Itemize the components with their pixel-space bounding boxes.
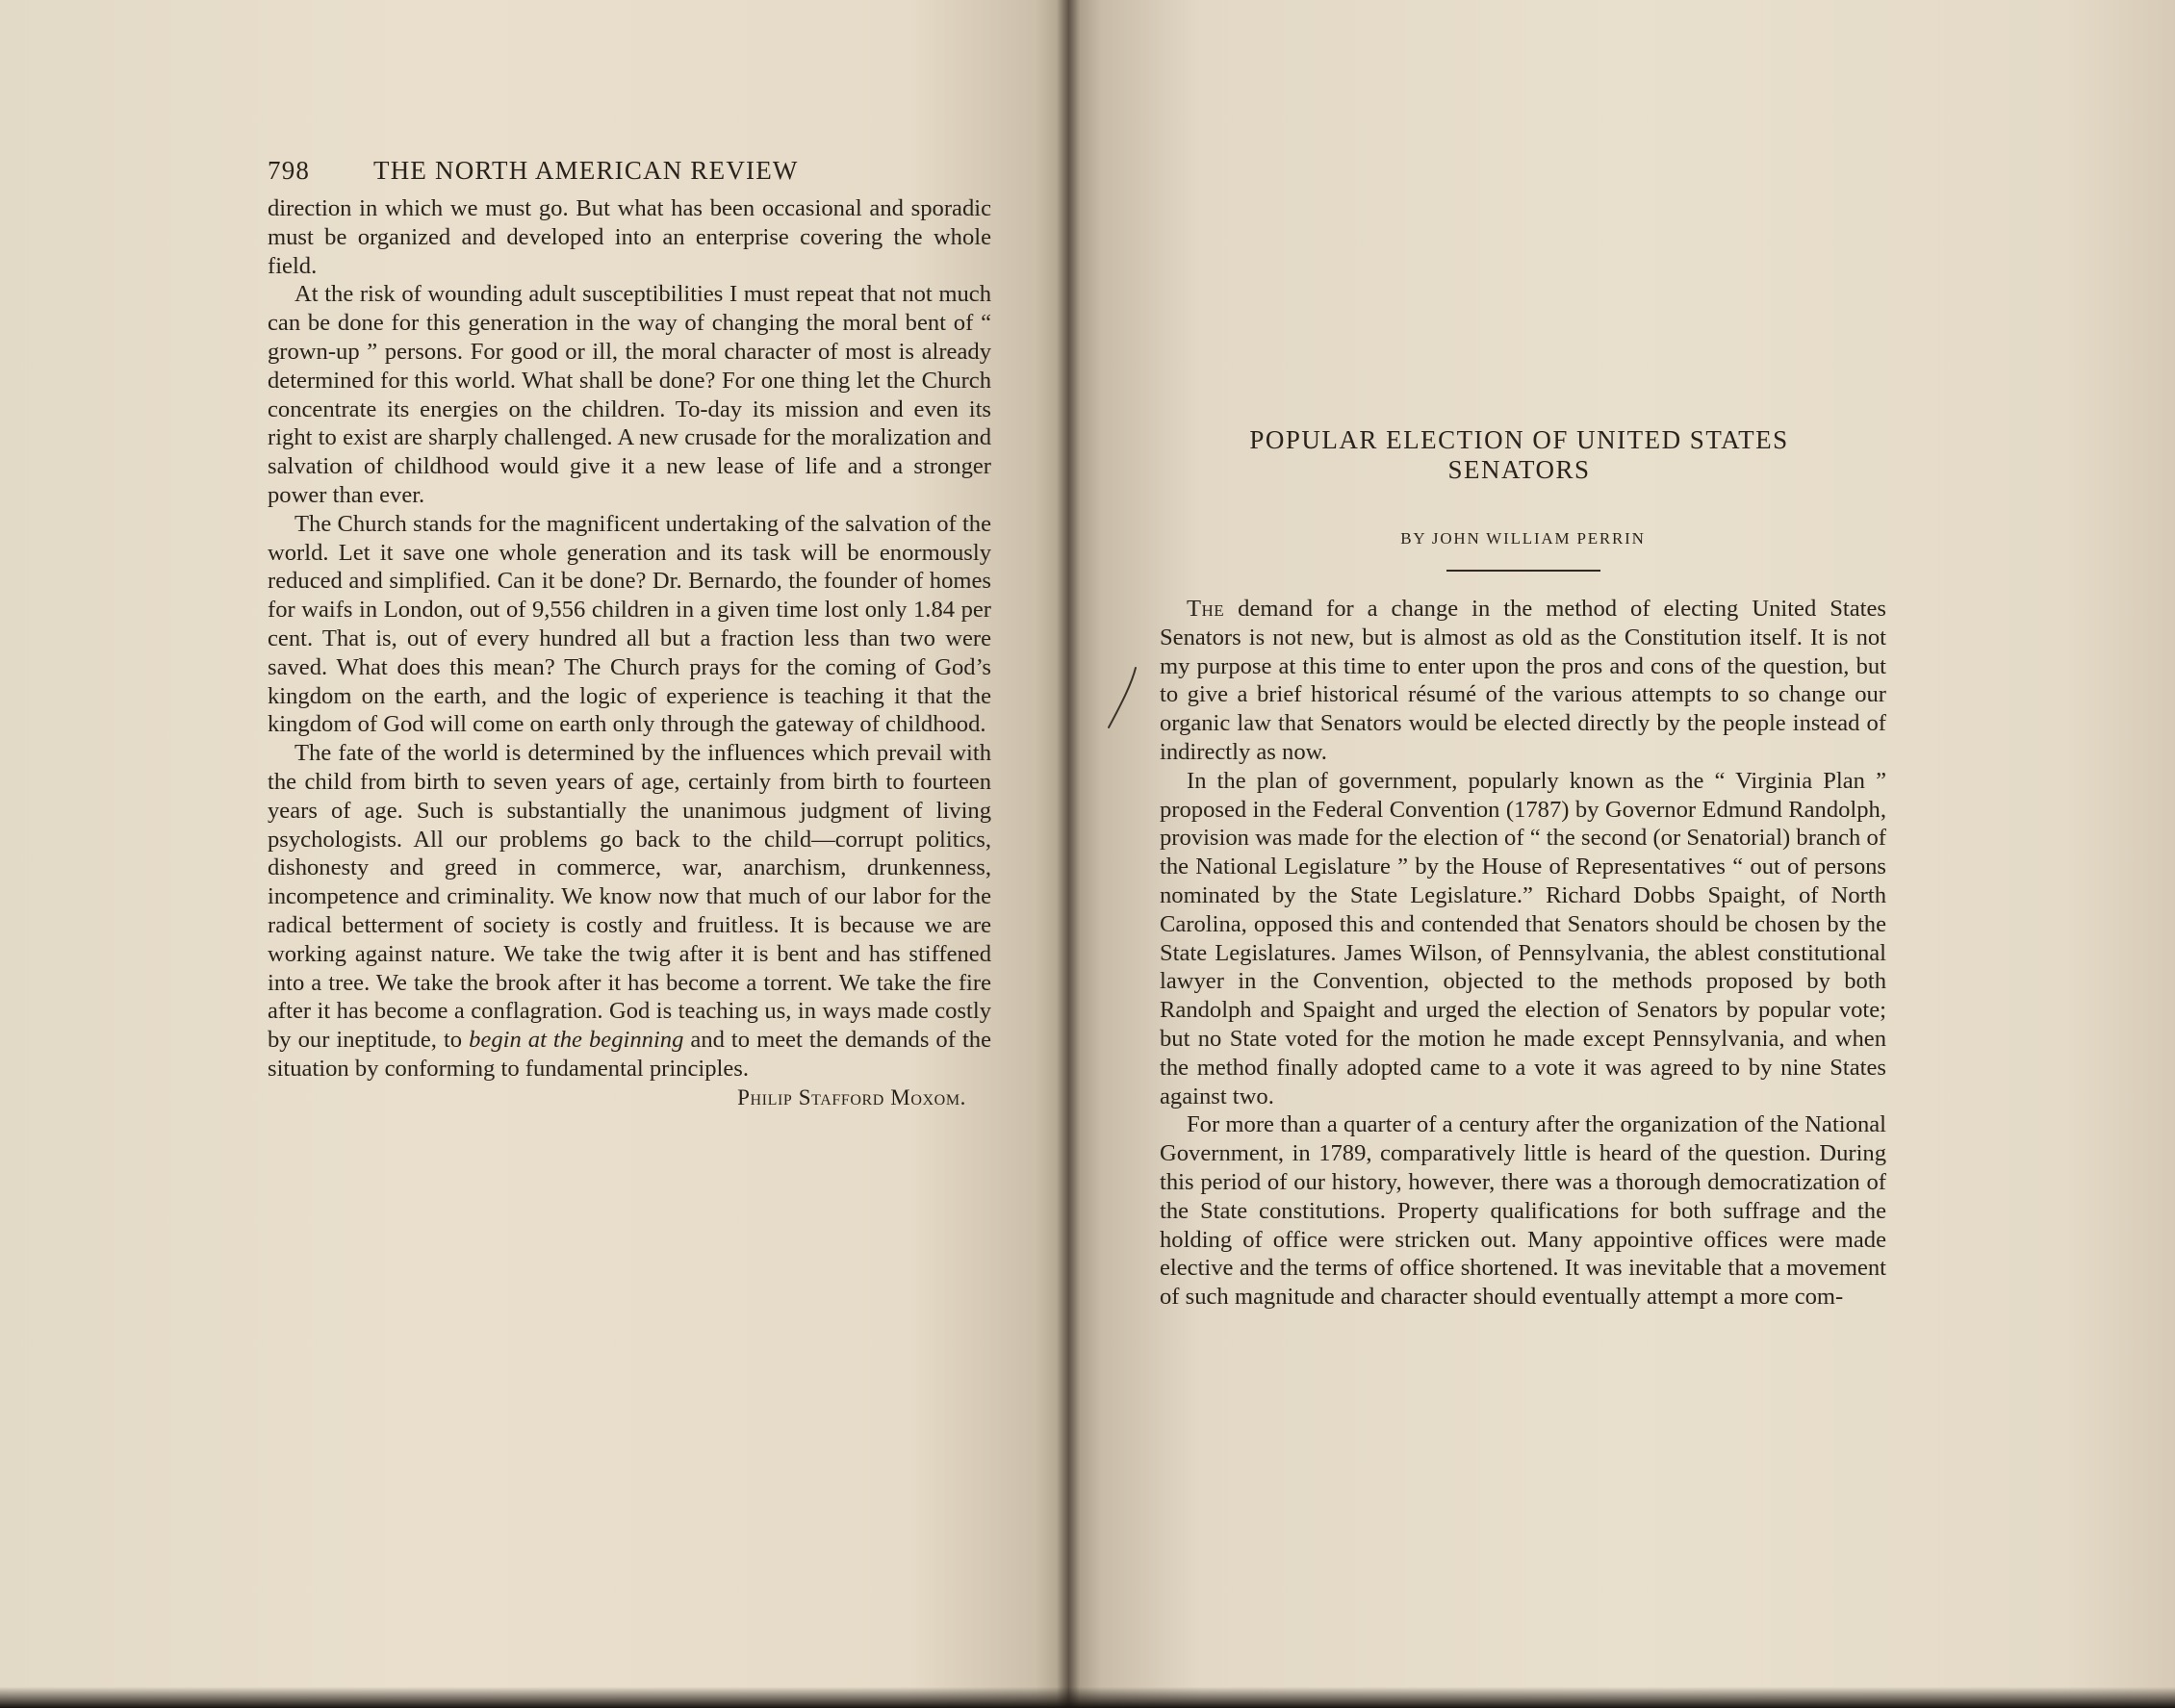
page-edge-shadow [0, 1687, 2175, 1708]
byline: BY JOHN WILLIAM PERRIN [1400, 529, 1646, 548]
page-number: 798 [268, 156, 311, 185]
paragraph: For more than a quarter of a century after the organization of the National Government, in 1789, comparatively little is heard of the question. During this period of our history, however, there was a thorough democratization of the State constitutions. Property qualifications for both suffrage and the holding of office were stricken out. Many appointive offices were made elective and the terms of office shortened. It was inevitable that a movement of such magnitude and character should eventually attempt a more com- [1160, 1111, 1886, 1311]
paragraph: At the risk of wounding adult susceptibilities I must repeat that not much can be done for this generation in the way of changing the moral bent of “ grown-up ” persons. For good or ill, the moral character of most is already determined for this world. What shall be done? For one thing let the Church concentrate its energies on the children. To-day its mission and even its right to exist are sharply challenged. A new crusade for the moralization and salvation of childhood would give it a new lease of life and a stronger power than ever. [268, 281, 991, 508]
paragraph-text: The fate of the world is determined by the influences which prevail with the child from birth to seven years of age, certainly from birth to fourteen years of age. Such is substantially the unanimous judgment of living psychologists. All our problems go back to the child—corrupt politics, dishonesty and greed in commerce, war, anarchism, drunkenness, incompetence and criminality. We know now that much of our labor for the radical betterment of society is costly and fruitless. It is because we are working against nature. We take the twig after it is bent and has stiffened into a tree. We take the brook after it has become a torrent. We take the fire after it has become a conflagration. God is teaching us, in ways made costly by our ineptitude, to [268, 740, 991, 1054]
paragraph: The Church stands for the magnificent undertaking of the salvation of the world. Let it save one whole generation and its task will be enormously reduced and simplified. Can it be done? Dr. Bernardo, the founder of homes for waifs in London, out of 9,556 children in a given time lost only 1.84 per cent. That is, out of every hundred all but a fraction less than two were saved. What does this mean? The Church prays for the coming of God’s kingdom on the earth, and the logic of experience is teaching it that the kingdom of God will come on earth only through the gateway of childhood. [268, 510, 991, 738]
italic-phrase: begin at the beginning [469, 1027, 684, 1054]
title-line: SENATORS [1447, 455, 1591, 484]
paragraph [1160, 595, 1886, 767]
left-page [0, 0, 1068, 1708]
paragraph: direction in which we must go. But what has been occasional and sporadic must be organized and developed into an enterprise covering the whole field. [268, 195, 991, 279]
paragraph: In the plan of government, popularly known as the “ Virginia Plan ” proposed in the Federal Convention (1787) by Governor Edmund Randolph, provision was made for the election of “ the second (or Senatorial) branch of the National Legislature ” by the House of Representatives “ out of persons nominated by the State Legislature.” Richard Dobbs Spaight, of North Carolina, opposed this and contended that Senators should be chosen by the State Legislatures. James Wilson, of Pennsylvania, the ablest constitutional lawyer in the Convention, objected to the methods proposed by both Randolph and Spaight and urged the election of Senators by popular vote; but no State voted for the motion he made except Pennsylvania, and when the method finally adopted came to a vote it was agreed to by nine States against two. [1160, 767, 1886, 1109]
running-head [268, 156, 991, 191]
right-page-text-column [1160, 425, 1886, 1312]
author-signature: Philip Stafford Moxom. [737, 1084, 966, 1109]
divider-rule [1446, 570, 1600, 572]
pencil-mark-icon [1105, 664, 1143, 731]
lead-word: The [1187, 596, 1225, 622]
journal-title: THE NORTH AMERICAN REVIEW [373, 156, 799, 185]
paragraph [268, 739, 991, 1083]
left-page-text-column [268, 156, 991, 1110]
paragraph-text: demand for a change in the method of electing United States Senators is not new, but is almost as old as the Constitution itself. It is not my purpose at this time to enter upon the pros and cons of the question, but to give a brief historical résumé of the various attempts to so change our organic law that Senators would be elected directly by the people instead of indirectly as now. [1160, 596, 1886, 765]
book-gutter [1057, 0, 1080, 1708]
title-line: POPULAR ELECTION OF UNITED STATES [1249, 425, 1789, 454]
paragraph-text: and to meet the demands of the situation by conforming to fundamental principles. [268, 1027, 991, 1082]
article-title [1152, 425, 1886, 485]
